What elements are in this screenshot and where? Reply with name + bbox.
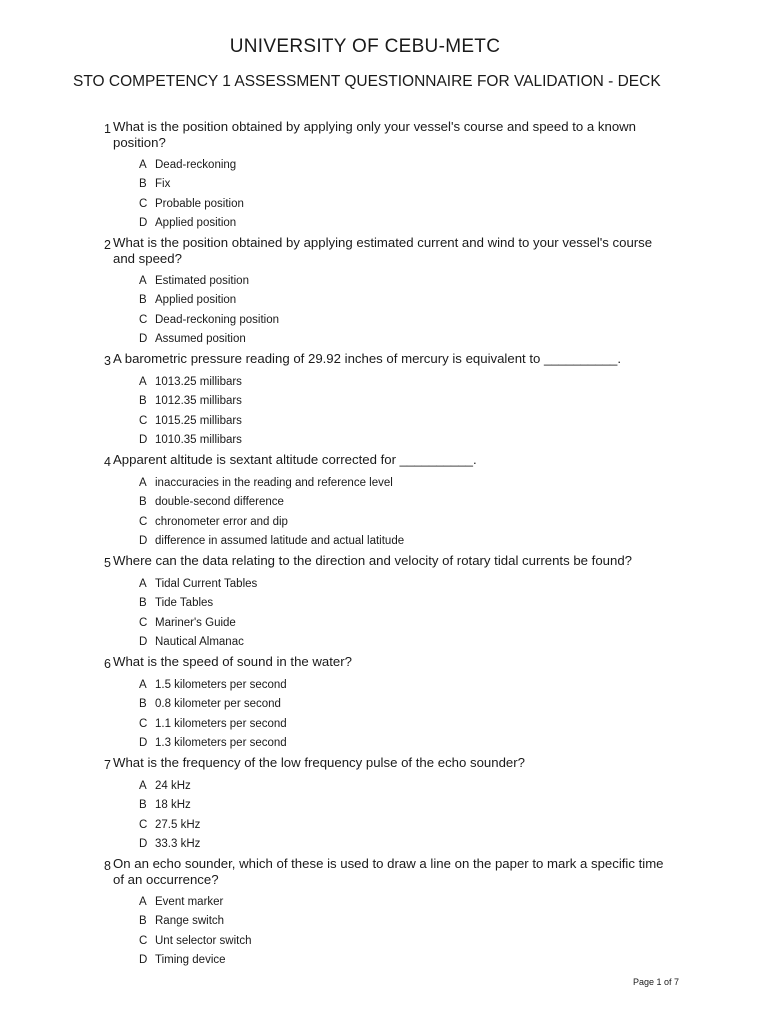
option-letter: C: [139, 818, 148, 831]
option-d: [0, 214, 768, 234]
question-7: [0, 755, 768, 854]
option-letter: A: [139, 678, 147, 691]
option-letter: D: [139, 217, 148, 230]
option-letter: C: [139, 414, 148, 427]
question-number: 7: [104, 758, 111, 772]
option-b: [0, 175, 768, 195]
option-letter: D: [139, 535, 148, 548]
option-b: [0, 912, 768, 932]
option-letter: D: [139, 838, 148, 851]
option-text: 24 kHz: [155, 779, 191, 792]
option-letter: B: [139, 597, 147, 610]
option-a: [0, 372, 768, 392]
question-text: Where can the data relating to the direction and velocity of rotary tidal currents be found?: [113, 553, 633, 568]
option-c: [0, 194, 768, 214]
option-text: 1013.25 millibars: [155, 375, 242, 388]
question-number: 1: [104, 122, 111, 136]
question-number: 6: [104, 657, 111, 671]
option-a: [0, 574, 768, 594]
question-1: [0, 119, 768, 233]
document-subtitle: STO COMPETENCY 1 ASSESSMENT QUESTIONNAIRE FOR VALIDATION - DECK: [73, 73, 661, 90]
option-a: [0, 271, 768, 291]
option-letter: C: [139, 934, 148, 947]
option-letter: B: [139, 799, 147, 812]
option-letter: B: [139, 395, 147, 408]
option-letter: C: [139, 616, 148, 629]
option-text: 1012.35 millibars: [155, 395, 242, 408]
option-d: [0, 633, 768, 653]
question-number: 2: [104, 238, 111, 252]
question-text: What is the frequency of the low frequency pulse of the echo sounder?: [113, 755, 525, 770]
option-d: [0, 951, 768, 971]
question-text: On an echo sounder, which of these is used to draw a line on the paper to mark a specific time of an occurrence?: [113, 856, 664, 887]
option-letter: A: [139, 274, 147, 287]
option-a: [0, 155, 768, 175]
option-text: Probable position: [155, 197, 244, 210]
option-text: 33.3 kHz: [155, 838, 201, 851]
option-c: [0, 512, 768, 532]
option-text: Unt selector switch: [155, 934, 252, 947]
question-text: What is the position obtained by applying estimated current and wind to your vessel's course and speed?: [113, 235, 653, 266]
option-text: Range switch: [155, 915, 225, 928]
option-a: [0, 675, 768, 695]
option-text: 18 kHz: [155, 799, 191, 812]
option-b: [0, 493, 768, 513]
question-8: [0, 856, 768, 970]
option-text: Timing device: [155, 954, 226, 967]
question-number: 5: [104, 556, 111, 570]
option-text: Tide Tables: [155, 597, 214, 610]
option-text: 1.3 kilometers per second: [155, 737, 287, 750]
option-text: 27.5 kHz: [155, 818, 201, 831]
option-text: Mariner's Guide: [155, 616, 236, 629]
option-letter: B: [139, 178, 147, 191]
option-c: [0, 613, 768, 633]
option-letter: B: [139, 698, 147, 711]
option-text: Dead-reckoning position: [155, 313, 280, 326]
option-d: [0, 431, 768, 451]
option-letter: A: [139, 895, 147, 908]
option-letter: B: [139, 294, 147, 307]
question-text: A barometric pressure reading of 29.92 inches of mercury is equivalent to __________.: [113, 351, 622, 366]
option-letter: B: [139, 496, 147, 509]
option-text: Tidal Current Tables: [155, 577, 258, 590]
question-text: What is the speed of sound in the water?: [113, 654, 352, 669]
option-b: [0, 291, 768, 311]
option-b: [0, 594, 768, 614]
option-text: 1.1 kilometers per second: [155, 717, 287, 730]
question-6: [0, 654, 768, 753]
option-text: Fix: [155, 178, 171, 191]
option-letter: C: [139, 313, 148, 326]
page-number: Page 1 of 7: [633, 977, 680, 987]
option-text: Applied position: [155, 217, 237, 230]
option-text: Dead-reckoning: [155, 158, 237, 171]
question-list: [0, 119, 768, 970]
question-2: [0, 235, 768, 349]
option-a: [0, 892, 768, 912]
option-letter: A: [139, 577, 147, 590]
option-text: Estimated position: [155, 274, 249, 287]
option-letter: B: [139, 915, 147, 928]
option-letter: D: [139, 737, 148, 750]
option-letter: D: [139, 954, 148, 967]
option-text: Assumed position: [155, 333, 246, 346]
question-5: [0, 553, 768, 652]
option-a: [0, 776, 768, 796]
question-3: [0, 351, 768, 450]
option-text: Applied position: [155, 294, 237, 307]
option-c: [0, 714, 768, 734]
question-text: What is the position obtained by applying only your vessel's course and speed to a known position?: [113, 119, 637, 150]
option-text: chronometer error and dip: [155, 515, 288, 528]
question-number: 4: [104, 455, 111, 469]
option-text: 1010.35 millibars: [155, 434, 242, 447]
option-letter: C: [139, 515, 148, 528]
question-number: 3: [104, 354, 111, 368]
question-number: 8: [104, 859, 111, 873]
option-text: inaccuracies in the reading and reference level: [155, 476, 393, 489]
option-a: [0, 473, 768, 493]
option-c: [0, 931, 768, 951]
option-c: [0, 310, 768, 330]
question-4: [0, 452, 768, 551]
option-text: difference in assumed latitude and actual latitude: [155, 535, 405, 548]
document-title: UNIVERSITY OF CEBU-METC: [229, 36, 501, 57]
option-c: [0, 411, 768, 431]
option-b: [0, 695, 768, 715]
option-letter: D: [139, 434, 148, 447]
option-d: [0, 532, 768, 552]
option-b: [0, 796, 768, 816]
option-d: [0, 734, 768, 754]
option-letter: C: [139, 197, 148, 210]
option-letter: C: [139, 717, 148, 730]
option-c: [0, 815, 768, 835]
option-text: Nautical Almanac: [155, 636, 244, 649]
option-letter: A: [139, 375, 147, 388]
option-b: [0, 392, 768, 412]
option-text: 1015.25 millibars: [155, 414, 242, 427]
question-text: Apparent altitude is sextant altitude corrected for __________.: [113, 452, 477, 467]
option-d: [0, 835, 768, 855]
option-letter: A: [139, 476, 147, 489]
option-letter: A: [139, 779, 147, 792]
option-letter: D: [139, 333, 148, 346]
option-text: Event marker: [155, 895, 224, 908]
option-letter: D: [139, 636, 148, 649]
option-text: double-second difference: [155, 496, 284, 509]
option-text: 0.8 kilometer per second: [155, 698, 281, 711]
option-text: 1.5 kilometers per second: [155, 678, 287, 691]
option-d: [0, 330, 768, 350]
option-letter: A: [139, 158, 147, 171]
